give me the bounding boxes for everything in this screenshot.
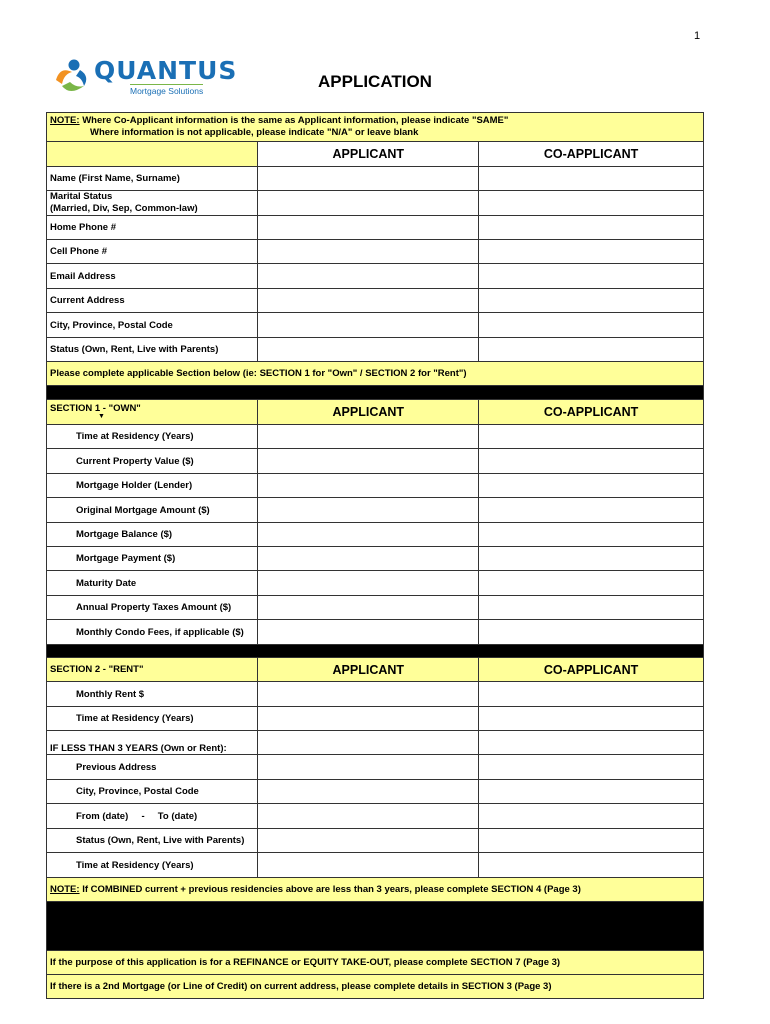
form-row-home-phone [47,216,704,240]
field-label: Current Property Value ($) [47,449,258,474]
previous-row [47,755,704,780]
footer-line-1: If the purpose of this application is for a REFINANCE or EQUITY TAKE-OUT, please complete SECTION 7 (Page 3) [47,951,704,975]
down-arrow-icon: ▼ [98,413,105,420]
applicant-input[interactable] [258,571,479,596]
field-label: Mortgage Balance ($) [47,523,258,547]
field-label: Mortgage Payment ($) [47,547,258,571]
co-applicant-input[interactable] [479,780,704,804]
logo-tagline: Mortgage Solutions [130,86,204,96]
form-row-cell-phone [47,240,704,264]
quantus-logo [50,56,238,100]
less-than-3-years-row [47,731,704,755]
section1-row [47,498,704,523]
form-row-marital-status [47,191,704,216]
co-applicant-input[interactable] [479,216,704,240]
section1-row [47,425,704,449]
page-title: APPLICATION [318,72,432,91]
field-label: Monthly Condo Fees, if applicable ($) [47,620,258,645]
field-label-sub: (Married, Div, Sep, Common-law) [50,203,198,214]
applicant-input[interactable] [258,829,479,853]
field-label: Original Mortgage Amount ($) [47,498,258,523]
black-block [47,902,704,951]
logo-mark-icon [50,56,92,96]
logo-wordmark: QUANTUS [94,56,238,85]
co-applicant-header: CO-APPLICANT [479,400,704,425]
co-applicant-input[interactable] [479,167,704,191]
section1-header-row [47,400,704,425]
section2-row [47,682,704,707]
footer-line-2: If there is a 2nd Mortgage (or Line of Credit) on current address, please complete details in SECTION 3 (Page 3) [47,975,704,999]
applicant-input[interactable] [258,338,479,362]
co-applicant-input[interactable] [479,707,704,731]
applicant-input[interactable] [258,240,479,264]
field-label: Previous Address [47,755,258,780]
section1-row [47,571,704,596]
page-number: 1 [694,30,701,42]
applicant-input[interactable] [258,596,479,620]
field-label: Name (First Name, Surname) [47,167,258,191]
co-applicant-input[interactable] [479,425,704,449]
applicant-header-row [47,142,704,167]
section1-row [47,523,704,547]
applicant-input[interactable] [258,853,479,878]
field-label: City, Province, Postal Code [47,780,258,804]
section1-row [47,547,704,571]
applicant-input[interactable] [258,216,479,240]
note-line-2: Where information is not applicable, please indicate "N/A" or leave blank [90,127,419,138]
field-label: Annual Property Taxes Amount ($) [47,596,258,620]
co-applicant-input[interactable] [479,289,704,313]
field-label: Status (Own, Rent, Live with Parents) [47,829,258,853]
applicant-input[interactable] [258,474,479,498]
field-label: Maturity Date [47,571,258,596]
field-label: Monthly Rent $ [47,682,258,707]
applicant-input[interactable] [258,264,479,289]
co-applicant-input[interactable] [479,240,704,264]
co-applicant-input[interactable] [479,191,704,216]
field-label: Status (Own, Rent, Live with Parents) [47,338,258,362]
applicant-input[interactable] [258,289,479,313]
section-instruction-row [47,362,704,386]
co-applicant-input[interactable] [479,313,704,338]
note2-row [47,878,704,902]
section2-row [47,707,704,731]
footer-row-1 [47,951,704,975]
note-row [47,113,704,142]
co-applicant-header: CO-APPLICANT [479,658,704,682]
applicant-input[interactable] [258,804,479,829]
co-applicant-input[interactable] [479,571,704,596]
co-applicant-input[interactable] [479,498,704,523]
form-row-status [47,338,704,362]
note2-label: NOTE: [50,884,80,895]
co-applicant-input[interactable] [479,547,704,571]
co-applicant-input[interactable] [479,523,704,547]
co-applicant-input[interactable] [479,449,704,474]
co-applicant-input[interactable] [479,804,704,829]
co-applicant-input[interactable] [479,853,704,878]
applicant-input[interactable] [258,523,479,547]
note2-text: If COMBINED current + previous residencies above are less than 3 years, please complete SECTION 4 (Page 3) [82,884,581,895]
field-label: Mortgage Holder (Lender) [47,474,258,498]
co-applicant-input[interactable] [479,829,704,853]
applicant-input[interactable] [258,167,479,191]
field-label: Marital Status [50,191,113,202]
less-than-label: IF LESS THAN 3 YEARS (Own or Rent): [47,731,258,755]
form-row-email [47,264,704,289]
section1-row [47,596,704,620]
field-label: Time at Residency (Years) [47,425,258,449]
section1-row [47,449,704,474]
applicant-header: APPLICANT [258,400,479,425]
previous-row [47,804,704,829]
footer-row-2 [47,975,704,999]
co-applicant-input[interactable] [479,264,704,289]
section-instruction: Please complete applicable Section below (ie: SECTION 1 for "Own" / SECTION 2 for "Rent") [47,362,704,386]
section2-title: SECTION 2 - "RENT" [47,658,258,682]
applicant-input[interactable] [258,191,479,216]
co-applicant-input[interactable] [479,620,704,645]
co-applicant-header: CO-APPLICANT [479,142,704,167]
form-row-current-address [47,289,704,313]
field-label: Home Phone # [47,216,258,240]
applicant-input[interactable] [258,780,479,804]
co-applicant-input[interactable] [479,682,704,707]
applicant-input[interactable] [258,620,479,645]
field-label: Time at Residency (Years) [47,853,258,878]
field-label: Current Address [47,289,258,313]
section1-title: SECTION 1 - "OWN" [50,403,141,414]
form-row-name [47,167,704,191]
section1-row [47,620,704,645]
applicant-input[interactable] [258,313,479,338]
black-divider [47,645,704,658]
field-label: City, Province, Postal Code [47,313,258,338]
previous-row [47,853,704,878]
applicant-header: APPLICANT [258,142,479,167]
co-applicant-input[interactable] [479,596,704,620]
note-label: NOTE: [50,115,80,126]
applicant-input[interactable] [258,682,479,707]
previous-row [47,829,704,853]
co-applicant-input[interactable] [479,474,704,498]
applicant-input[interactable] [258,547,479,571]
application-form [46,112,704,999]
section1-row [47,474,704,498]
applicant-input[interactable] [258,425,479,449]
applicant-header: APPLICANT [258,658,479,682]
applicant-input[interactable] [258,449,479,474]
form-row-city [47,313,704,338]
applicant-input[interactable] [258,498,479,523]
applicant-input[interactable] [258,755,479,780]
section2-header-row [47,658,704,682]
co-applicant-input[interactable] [479,338,704,362]
black-divider [47,386,704,400]
field-label: Cell Phone # [47,240,258,264]
applicant-input[interactable] [258,707,479,731]
co-applicant-input[interactable] [479,755,704,780]
field-label: From (date) - To (date) [47,804,258,829]
previous-row [47,780,704,804]
field-label: Time at Residency (Years) [47,707,258,731]
field-label: Email Address [47,264,258,289]
note-line-1: Where Co-Applicant information is the same as Applicant information, please indicate "SAME" [82,115,509,126]
